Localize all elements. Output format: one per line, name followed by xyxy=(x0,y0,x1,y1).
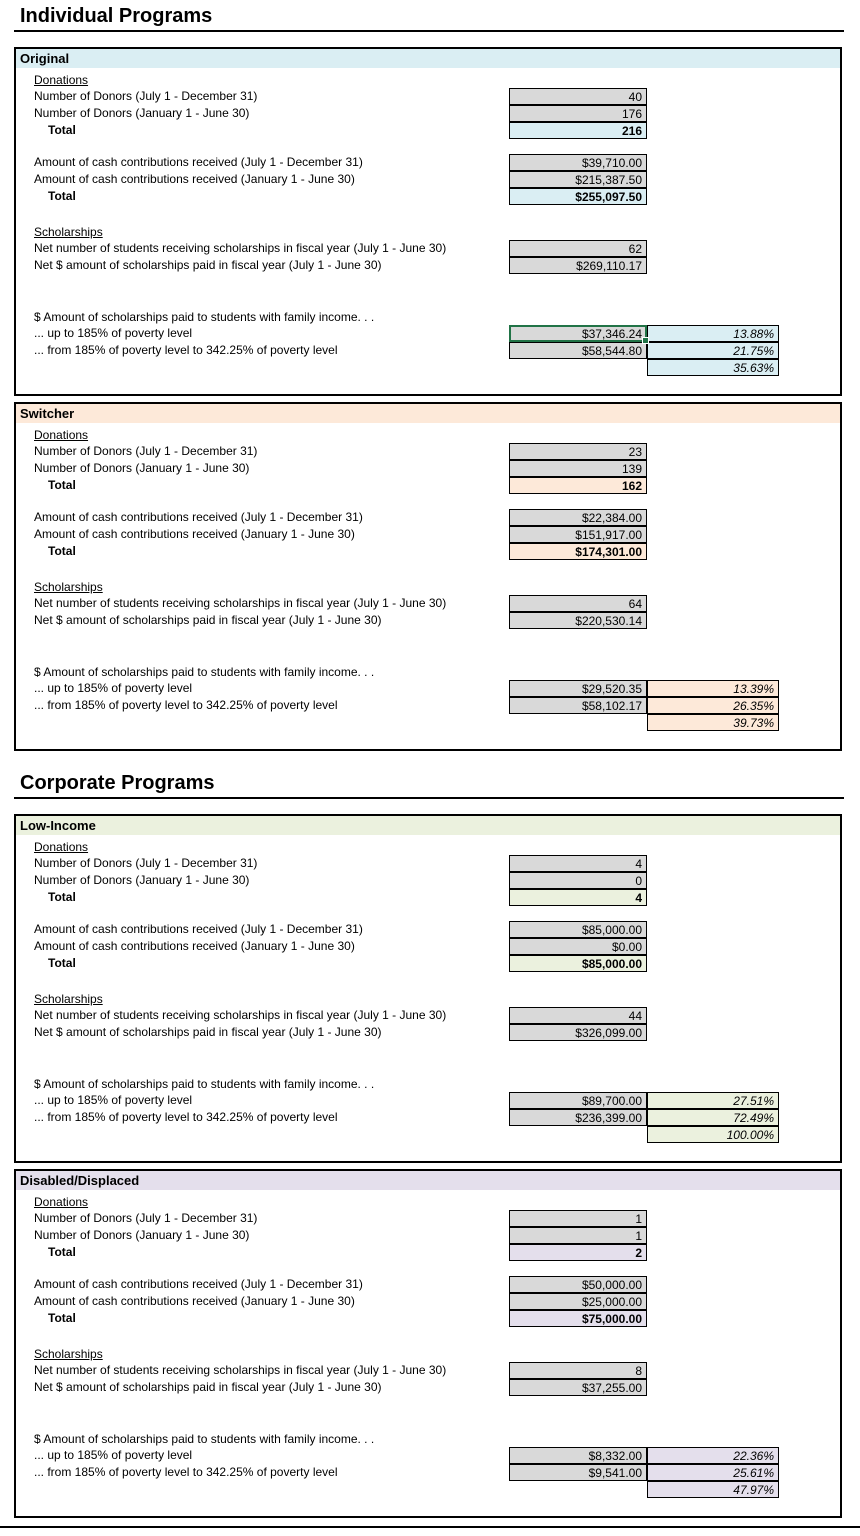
cash-total-cell[interactable]: $174,301.00 xyxy=(509,543,647,560)
label-from-185: ... from 185% of poverty level to 342.25% of poverty level xyxy=(34,343,338,357)
donors-jul-dec-cell[interactable]: 4 xyxy=(509,855,647,872)
up-to-185-amount-cell[interactable]: $29,520.35 xyxy=(509,680,647,697)
label-up-to-185: ... up to 185% of poverty level xyxy=(34,1093,193,1107)
label-donors-jul-dec: Number of Donors (July 1 - December 31) xyxy=(34,444,258,458)
label-net-amount: Net $ amount of scholarships paid in fiscal year (July 1 - June 30) xyxy=(34,613,382,627)
cash-total-cell[interactable]: $255,097.50 xyxy=(509,188,647,205)
donations-heading: Donations xyxy=(34,73,89,87)
donors-total-cell[interactable]: 2 xyxy=(509,1244,647,1261)
label-net-amount: Net $ amount of scholarships paid in fiscal year (July 1 - June 30) xyxy=(34,1380,382,1394)
label-cash-jan-jun: Amount of cash contributions received (January 1 - June 30) xyxy=(34,527,355,541)
cash-total-cell[interactable]: $85,000.00 xyxy=(509,955,647,972)
donors-jul-dec-cell[interactable]: 1 xyxy=(509,1210,647,1227)
label-net-students: Net number of students receiving scholarships in fiscal year (July 1 - June 30) xyxy=(34,1363,447,1377)
pct-total-cell[interactable]: 39.73% xyxy=(647,714,779,731)
page-title-individual-programs: Individual Programs xyxy=(20,5,213,27)
label-total: Total xyxy=(48,1311,76,1325)
family-income-heading: $ Amount of scholarships paid to students with family income. . . xyxy=(34,310,375,324)
section-original xyxy=(14,47,842,396)
section-switcher xyxy=(14,402,842,751)
label-total: Total xyxy=(48,478,76,492)
scholarships-heading: Scholarships xyxy=(34,1347,103,1361)
up-to-185-amount-cell[interactable]: $89,700.00 xyxy=(509,1092,647,1109)
from-185-amount-cell[interactable]: $9,541.00 xyxy=(509,1464,647,1481)
label-donors-jan-jun: Number of Donors (January 1 - June 30) xyxy=(34,461,250,475)
up-to-185-pct-cell[interactable]: 27.51% xyxy=(647,1092,779,1109)
cash-jul-dec-cell[interactable]: $50,000.00 xyxy=(509,1276,647,1293)
title-divider xyxy=(14,30,844,32)
from-185-pct-cell[interactable]: 26.35% xyxy=(647,697,779,714)
scholarships-heading: Scholarships xyxy=(34,225,103,239)
label-total: Total xyxy=(48,189,76,203)
net-amount-cell[interactable]: $326,099.00 xyxy=(509,1024,647,1041)
cash-jul-dec-cell[interactable]: $22,384.00 xyxy=(509,509,647,526)
from-185-amount-cell[interactable]: $236,399.00 xyxy=(509,1109,647,1126)
section-disabled-displaced xyxy=(14,1169,842,1518)
label-total: Total xyxy=(48,1245,76,1259)
donations-heading: Donations xyxy=(34,1195,89,1209)
cash-jul-dec-cell[interactable]: $85,000.00 xyxy=(509,921,647,938)
donors-total-cell[interactable]: 4 xyxy=(509,889,647,906)
from-185-pct-cell[interactable]: 25.61% xyxy=(647,1464,779,1481)
cash-jan-jun-cell[interactable]: $0.00 xyxy=(509,938,647,955)
net-students-cell[interactable]: 44 xyxy=(509,1007,647,1024)
label-net-amount: Net $ amount of scholarships paid in fiscal year (July 1 - June 30) xyxy=(34,258,382,272)
scholarships-heading: Scholarships xyxy=(34,992,103,1006)
label-net-amount: Net $ amount of scholarships paid in fiscal year (July 1 - June 30) xyxy=(34,1025,382,1039)
up-to-185-amount-cell-selected[interactable]: $37,346.24 xyxy=(509,325,647,342)
cash-total-cell[interactable]: $75,000.00 xyxy=(509,1310,647,1327)
from-185-amount-cell[interactable]: $58,102.17 xyxy=(509,697,647,714)
cash-jul-dec-cell[interactable]: $39,710.00 xyxy=(509,154,647,171)
label-cash-jan-jun: Amount of cash contributions received (January 1 - June 30) xyxy=(34,172,355,186)
from-185-pct-cell[interactable]: 21.75% xyxy=(647,342,779,359)
label-from-185: ... from 185% of poverty level to 342.25% of poverty level xyxy=(34,698,338,712)
label-donors-jan-jun: Number of Donors (January 1 - June 30) xyxy=(34,873,250,887)
label-net-students: Net number of students receiving scholarships in fiscal year (July 1 - June 30) xyxy=(34,241,447,255)
donors-total-cell[interactable]: 216 xyxy=(509,122,647,139)
donors-jul-dec-cell[interactable]: 23 xyxy=(509,443,647,460)
section-low-income-header: Low-Income xyxy=(16,816,840,835)
cash-jan-jun-cell[interactable]: $151,917.00 xyxy=(509,526,647,543)
net-amount-cell[interactable]: $37,255.00 xyxy=(509,1379,647,1396)
from-185-amount-cell[interactable]: $58,544.80 xyxy=(509,342,647,359)
label-up-to-185: ... up to 185% of poverty level xyxy=(34,326,193,340)
from-185-pct-cell[interactable]: 72.49% xyxy=(647,1109,779,1126)
pct-total-cell[interactable]: 100.00% xyxy=(647,1126,779,1143)
up-to-185-amount-cell[interactable]: $8,332.00 xyxy=(509,1447,647,1464)
title-divider xyxy=(14,797,844,799)
label-donors-jan-jun: Number of Donors (January 1 - June 30) xyxy=(34,106,250,120)
donations-heading: Donations xyxy=(34,428,89,442)
label-net-students: Net number of students receiving scholarships in fiscal year (July 1 - June 30) xyxy=(34,1008,447,1022)
up-to-185-pct-cell[interactable]: 13.39% xyxy=(647,680,779,697)
label-cash-jan-jun: Amount of cash contributions received (January 1 - June 30) xyxy=(34,1294,355,1308)
net-amount-cell[interactable]: $269,110.17 xyxy=(509,257,647,274)
up-to-185-pct-cell[interactable]: 13.88% xyxy=(647,325,779,342)
label-cash-jul-dec: Amount of cash contributions received (July 1 - December 31) xyxy=(34,155,363,169)
label-donors-jul-dec: Number of Donors (July 1 - December 31) xyxy=(34,1211,258,1225)
page-title-corporate-programs: Corporate Programs xyxy=(20,772,215,794)
section-original-header: Original xyxy=(16,49,840,68)
label-net-students: Net number of students receiving scholarships in fiscal year (July 1 - June 30) xyxy=(34,596,447,610)
page-bottom-divider xyxy=(0,1526,860,1536)
label-donors-jul-dec: Number of Donors (July 1 - December 31) xyxy=(34,856,258,870)
pct-total-cell[interactable]: 35.63% xyxy=(647,359,779,376)
label-donors-jan-jun: Number of Donors (January 1 - June 30) xyxy=(34,1228,250,1242)
family-income-heading: $ Amount of scholarships paid to students with family income. . . xyxy=(34,665,375,679)
cash-jan-jun-cell[interactable]: $25,000.00 xyxy=(509,1293,647,1310)
donations-heading: Donations xyxy=(34,840,89,854)
section-low-income xyxy=(14,814,842,1163)
donors-total-cell[interactable]: 162 xyxy=(509,477,647,494)
net-amount-cell[interactable]: $220,530.14 xyxy=(509,612,647,629)
label-total: Total xyxy=(48,956,76,970)
label-total: Total xyxy=(48,123,76,137)
section-switcher-header: Switcher xyxy=(16,404,840,423)
cash-jan-jun-cell[interactable]: $215,387.50 xyxy=(509,171,647,188)
family-income-heading: $ Amount of scholarships paid to students with family income. . . xyxy=(34,1077,375,1091)
net-students-cell[interactable]: 8 xyxy=(509,1362,647,1379)
label-up-to-185: ... up to 185% of poverty level xyxy=(34,681,193,695)
label-total: Total xyxy=(48,890,76,904)
label-from-185: ... from 185% of poverty level to 342.25% of poverty level xyxy=(34,1465,338,1479)
label-total: Total xyxy=(48,544,76,558)
donors-jan-jun-cell[interactable]: 139 xyxy=(509,460,647,477)
pct-total-cell[interactable]: 47.97% xyxy=(647,1481,779,1498)
family-income-heading: $ Amount of scholarships paid to students with family income. . . xyxy=(34,1432,375,1446)
label-cash-jul-dec: Amount of cash contributions received (July 1 - December 31) xyxy=(34,922,363,936)
label-cash-jul-dec: Amount of cash contributions received (July 1 - December 31) xyxy=(34,510,363,524)
label-from-185: ... from 185% of poverty level to 342.25% of poverty level xyxy=(34,1110,338,1124)
section-disabled-displaced-header: Disabled/Displaced xyxy=(16,1171,840,1190)
donors-jan-jun-cell[interactable]: 176 xyxy=(509,105,647,122)
scholarships-heading: Scholarships xyxy=(34,580,103,594)
up-to-185-pct-cell[interactable]: 22.36% xyxy=(647,1447,779,1464)
net-students-cell[interactable]: 62 xyxy=(509,240,647,257)
donors-jan-jun-cell[interactable]: 1 xyxy=(509,1227,647,1244)
label-donors-jul-dec: Number of Donors (July 1 - December 31) xyxy=(34,89,258,103)
donors-jan-jun-cell[interactable]: 0 xyxy=(509,872,647,889)
label-up-to-185: ... up to 185% of poverty level xyxy=(34,1448,193,1462)
net-students-cell[interactable]: 64 xyxy=(509,595,647,612)
donors-jul-dec-cell[interactable]: 40 xyxy=(509,88,647,105)
label-cash-jan-jun: Amount of cash contributions received (January 1 - June 30) xyxy=(34,939,355,953)
label-cash-jul-dec: Amount of cash contributions received (July 1 - December 31) xyxy=(34,1277,363,1291)
